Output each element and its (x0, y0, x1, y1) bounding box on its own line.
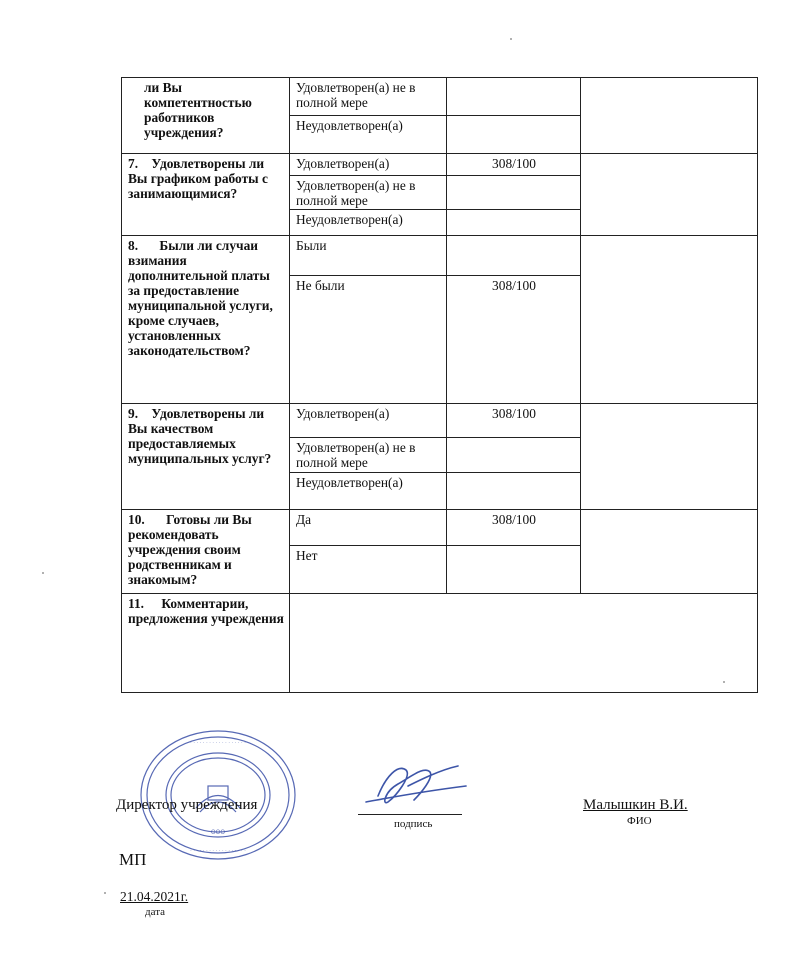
question-number: 10. (128, 512, 145, 527)
answer-option: Да (290, 510, 447, 546)
document-date: 21.04.2021г. (120, 889, 189, 904)
answer-option: Неудовлетворен(а) (290, 473, 447, 510)
scan-speck (510, 38, 512, 40)
answer-option: Неудовлетворен(а) (290, 116, 447, 154)
answer-option: Не были (290, 276, 447, 404)
svg-text:· · · · · · · · · · · · · · ·: · · · · · · · · · · · · · · · · · · (190, 740, 246, 746)
answer-value: 308/100 (447, 404, 581, 438)
answer-value: 308/100 (447, 276, 581, 404)
question-number: 9. (128, 406, 139, 421)
question-text: Были ли случаи взимания дополнительной платы за предоставление муниципальной услуги, кроме случаев, установленных законодательством? (128, 238, 273, 358)
answer-option: Удовлетворен(а) не в полной мере (290, 438, 447, 473)
question-number: 11. (128, 596, 144, 611)
handwritten-signature-icon (358, 756, 470, 820)
answer-option: Неудовлетворен(а) (290, 210, 447, 236)
answer-option: Удовлетворен(а) не в полной мере (290, 78, 447, 116)
question-text: Готовы ли Вы рекомендовать учреждения своим родственникам и знакомым? (128, 512, 252, 587)
answer-option: Удовлетворен(а) (290, 154, 447, 176)
scan-speck (104, 892, 106, 894)
position-title: Директор учреждения (116, 797, 258, 813)
scan-speck (723, 681, 725, 683)
question-text: Комментарии, предложения учреждения (128, 596, 284, 626)
svg-text:ООО: ООО (210, 829, 226, 836)
question-number: 7. (128, 156, 139, 171)
signature-caption: подпись (394, 818, 433, 830)
stamp-label: МП (119, 850, 147, 869)
answer-option: Нет (290, 546, 447, 594)
answer-value: 308/100 (447, 154, 581, 176)
director-name: Малышкин В.И. (583, 797, 688, 813)
question-text: ли Вы компетентностью работников учреждения? (144, 80, 252, 140)
question-text: Удовлетворены ли Вы графиком работы с занимающимися? (128, 156, 268, 201)
question-text: Удовлетворены ли Вы качеством предоставляемых муниципальных услуг? (128, 406, 272, 466)
answer-value: 308/100 (447, 510, 581, 546)
svg-text:· · · · · · · · · · · · · · ·: · · · · · · · · · · · · · · · · · · (190, 848, 246, 854)
date-caption: дата (145, 906, 166, 918)
name-caption: ФИО (627, 815, 652, 827)
answer-option: Были (290, 236, 447, 276)
signature-line (358, 814, 462, 815)
scan-speck (42, 572, 44, 574)
answer-option: Удовлетворен(а) не в полной мере (290, 176, 447, 210)
answer-option: Удовлетворен(а) (290, 404, 447, 438)
question-number: 8. (128, 238, 139, 253)
official-seal-icon (138, 728, 298, 862)
